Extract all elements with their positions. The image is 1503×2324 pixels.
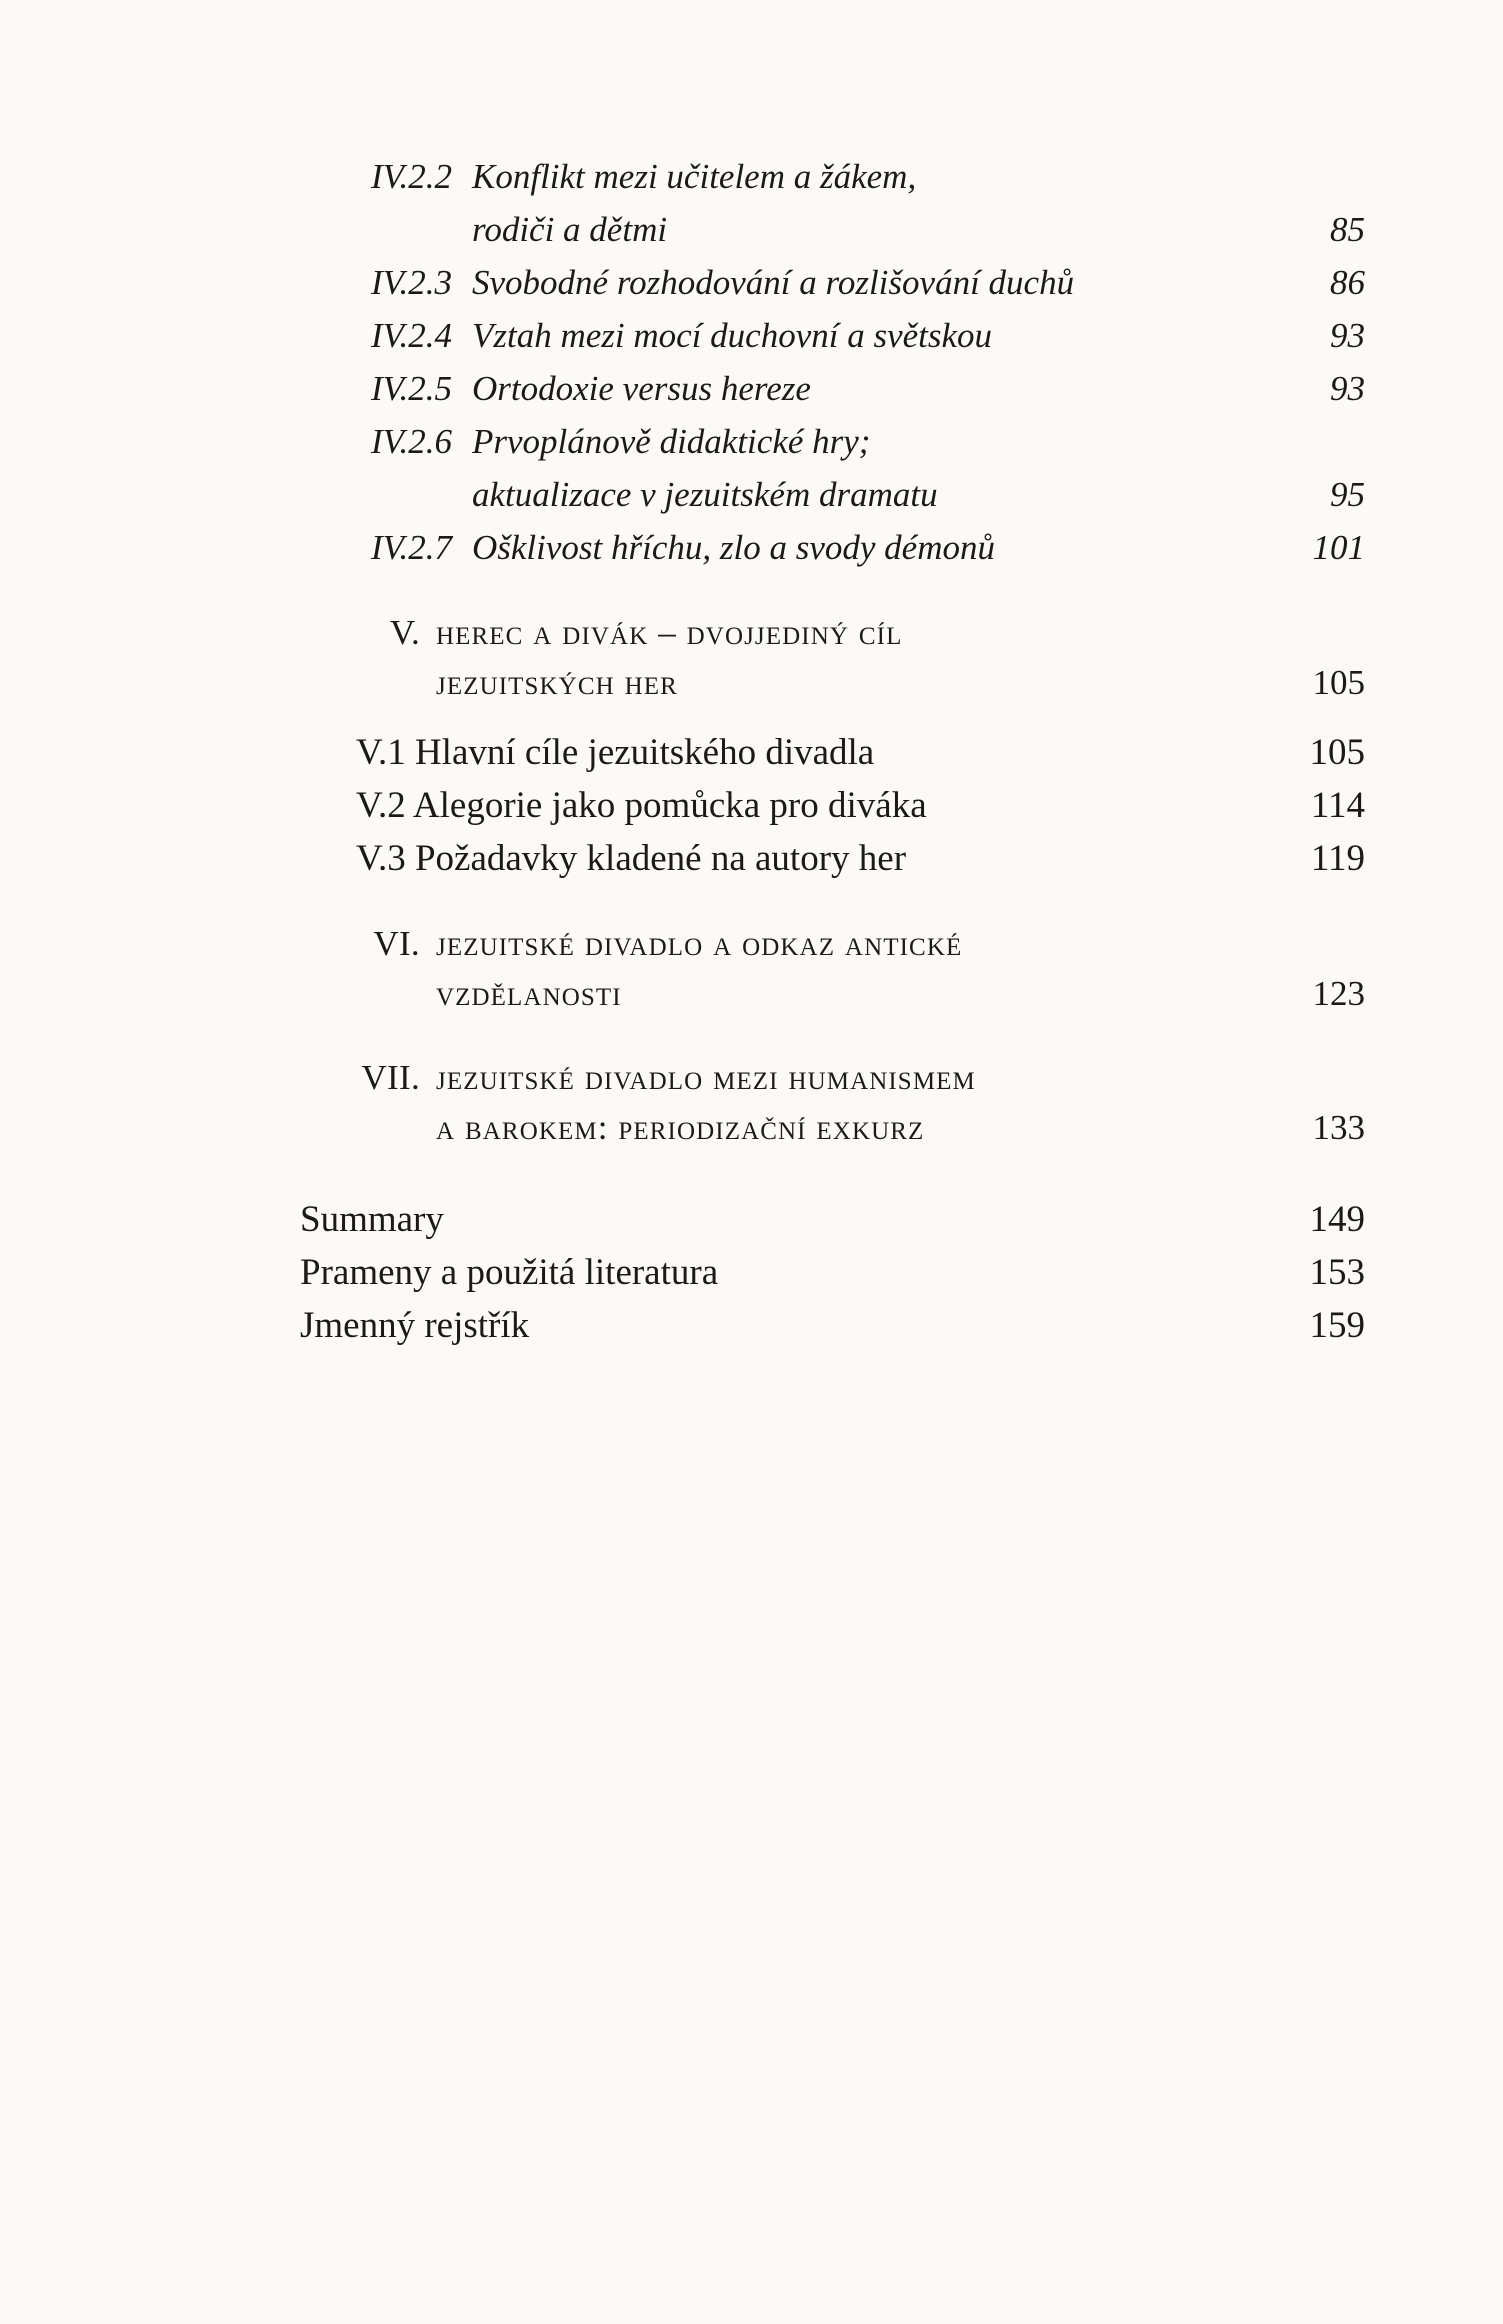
toc-section (300, 832, 1365, 885)
back-matter-page: 159 (1309, 1305, 1365, 1346)
entry-page: 93 (1330, 316, 1365, 355)
entry-number: IV.2.4 (370, 316, 452, 355)
chapter-label-cont: a barokem: periodizační exkurz (436, 1108, 925, 1147)
chapter-label: jezuitské divadlo a odkaz antické (436, 924, 963, 963)
chapter-number: V. (389, 613, 420, 652)
back-matter-page: 149 (1309, 1199, 1365, 1240)
toc-chapter-continuation (300, 658, 1365, 708)
toc-chapter (300, 919, 1365, 969)
chapter-page: 133 (1312, 1108, 1365, 1147)
toc-back-matter-item (300, 1299, 1365, 1352)
toc-entry (300, 521, 1365, 574)
section-label: V.1 Hlavní cíle jezuitského divadla (356, 732, 875, 773)
entry-label: Ošklivost hříchu, zlo a svody démonů (472, 528, 995, 567)
back-matter-label: Jmenný rejstřík (300, 1305, 530, 1346)
back-matter-label: Prameny a použitá literatura (300, 1252, 719, 1293)
toc-entry-continuation (300, 468, 1365, 521)
entry-label-cont: aktualizace v jezuitském dramatu (472, 475, 938, 514)
back-matter-label: Summary (300, 1199, 444, 1240)
chapter-page: 123 (1312, 974, 1365, 1013)
entry-number: IV.2.5 (370, 369, 452, 408)
toc-chapter (300, 608, 1365, 658)
toc-entry (300, 150, 1365, 203)
section-page: 105 (1309, 732, 1365, 773)
chapter-page: 105 (1312, 663, 1365, 702)
entry-label: Vztah mezi mocí duchovní a světskou (472, 316, 993, 355)
toc-section (300, 779, 1365, 832)
back-matter-page: 153 (1309, 1252, 1365, 1293)
spacer (300, 1019, 1400, 1053)
entry-page: 101 (1312, 528, 1365, 567)
toc-entry (300, 362, 1365, 415)
chapter-label-cont: vzdělanosti (436, 974, 622, 1013)
entry-page: 86 (1330, 263, 1365, 302)
entry-number: IV.2.2 (370, 157, 452, 196)
toc-entry (300, 415, 1365, 468)
entry-label: Konflikt mezi učitelem a žákem, (472, 157, 917, 196)
spacer (300, 885, 1400, 919)
entry-number: IV.2.3 (370, 263, 452, 302)
entry-page: 93 (1330, 369, 1365, 408)
toc-chapter (300, 1053, 1365, 1103)
spacer (300, 1153, 1400, 1193)
entry-page: 85 (1330, 210, 1365, 249)
toc-entry (300, 309, 1365, 362)
entry-page: 95 (1330, 475, 1365, 514)
chapter-number: VI. (373, 924, 420, 963)
entry-label: Ortodoxie versus hereze (472, 369, 811, 408)
section-page: 119 (1310, 838, 1365, 879)
toc-entry (300, 256, 1365, 309)
entry-label: Prvoplánově didaktické hry; (472, 422, 871, 461)
chapter-number: VII. (361, 1058, 420, 1097)
entry-number: IV.2.7 (370, 528, 452, 567)
entry-label-cont: rodiči a dětmi (472, 210, 668, 249)
chapter-label: herec a divák – dvojjediný cíl (436, 613, 903, 652)
spacer (300, 574, 1400, 608)
chapter-label: jezuitské divadlo mezi humanismem (436, 1058, 976, 1097)
section-label: V.3 Požadavky kladené na autory her (356, 838, 907, 879)
entry-number: IV.2.6 (370, 422, 452, 461)
spacer (300, 708, 1400, 726)
chapter-label-cont: jezuitských her (436, 663, 678, 702)
toc-back-matter-item (300, 1193, 1365, 1246)
toc-section (300, 726, 1365, 779)
toc-back-matter-item (300, 1246, 1365, 1299)
toc-chapter-continuation (300, 1103, 1365, 1153)
table-of-contents (300, 150, 1400, 1352)
section-page: 114 (1310, 785, 1365, 826)
section-label: V.2 Alegorie jako pomůcka pro diváka (356, 785, 927, 826)
toc-entry-continuation (300, 203, 1365, 256)
entry-label: Svobodné rozhodování a rozlišování duchů (472, 263, 1075, 302)
toc-chapter-continuation (300, 969, 1365, 1019)
